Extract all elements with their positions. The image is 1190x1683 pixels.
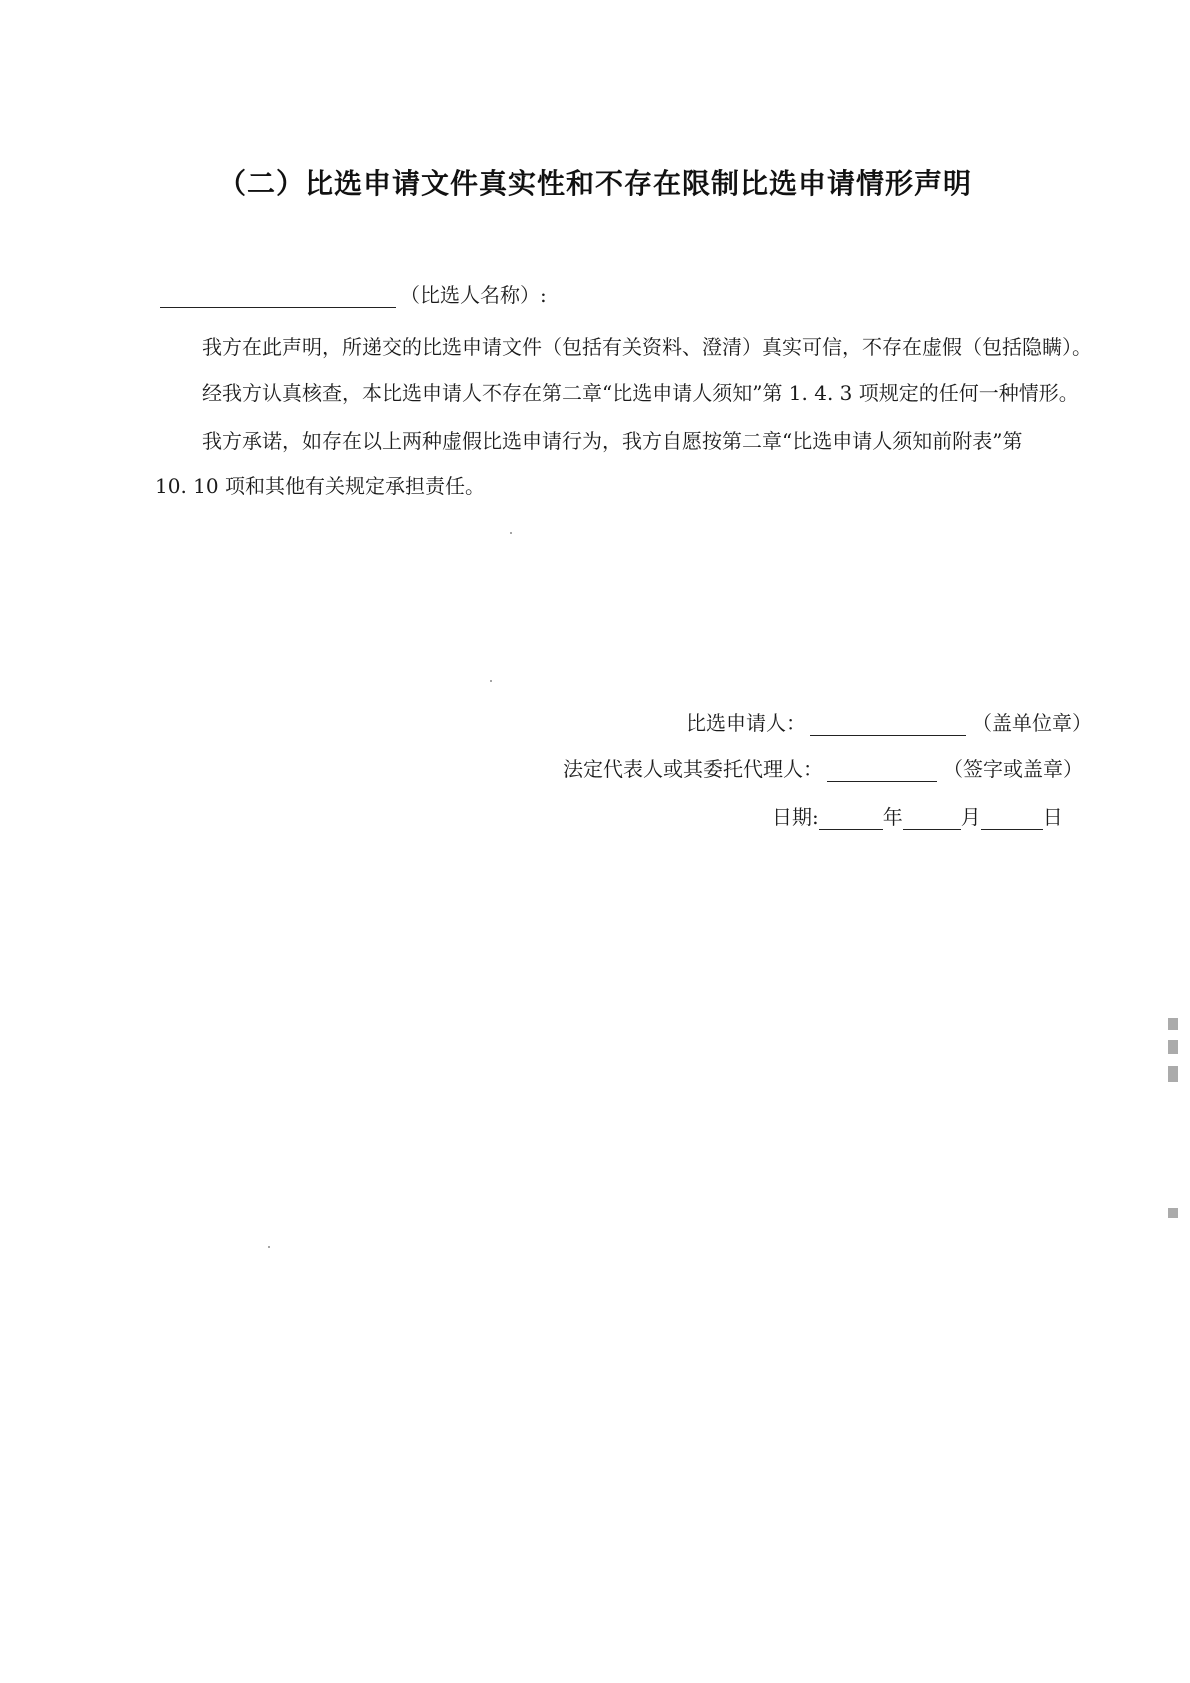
applicant-signature-line [686, 710, 1092, 736]
year-blank[interactable] [819, 807, 883, 830]
addressee-line [160, 282, 547, 308]
bidder-name-blank[interactable] [160, 285, 396, 308]
scan-speck [490, 680, 492, 682]
applicant-label: 比选申请人： [686, 711, 806, 735]
day-label: 日 [1042, 805, 1063, 829]
representative-blank[interactable] [827, 759, 937, 782]
paragraph-declaration: 我方在此声明，所递交的比选申请文件（包括有关资料、澄清）真实可信，不存在虚假（包括隐瞒）。 [202, 335, 1092, 359]
paragraph-verification: 经我方认真核查，本比选申请人不存在第二章“比选申请人须知”第 1. 4. 3 项规定的任何一种情形。 [202, 381, 1079, 405]
applicant-note: （盖单位章） [972, 711, 1092, 735]
paragraph-commitment-line1: 我方承诺，如存在以上两种虚假比选申请行为，我方自愿按第二章“比选申请人须知前附表”第 [202, 429, 1023, 453]
applicant-blank[interactable] [810, 713, 966, 736]
day-blank[interactable] [981, 807, 1043, 830]
paragraph-commitment-line2: 10. 10 项和其他有关规定承担责任。 [155, 474, 485, 498]
year-label: 年 [882, 805, 903, 829]
representative-note: （签字或盖章） [943, 757, 1083, 781]
month-label: 月 [960, 805, 981, 829]
scan-edge-mark [1168, 1066, 1178, 1082]
scan-edge-mark [1168, 1018, 1178, 1030]
date-line [772, 804, 1063, 830]
scan-edge-mark [1168, 1040, 1178, 1054]
scan-speck [268, 1246, 270, 1248]
addressee-suffix: （比选人名称）: [400, 283, 547, 307]
date-label: 日期: [772, 805, 819, 829]
representative-label: 法定代表人或其委托代理人： [563, 757, 823, 781]
month-blank[interactable] [903, 807, 961, 830]
document-title: （二）比选申请文件真实性和不存在限制比选申请情形声明 [217, 167, 972, 200]
representative-signature-line [563, 756, 1083, 782]
scan-edge-mark [1168, 1208, 1178, 1218]
scan-speck [510, 532, 512, 534]
